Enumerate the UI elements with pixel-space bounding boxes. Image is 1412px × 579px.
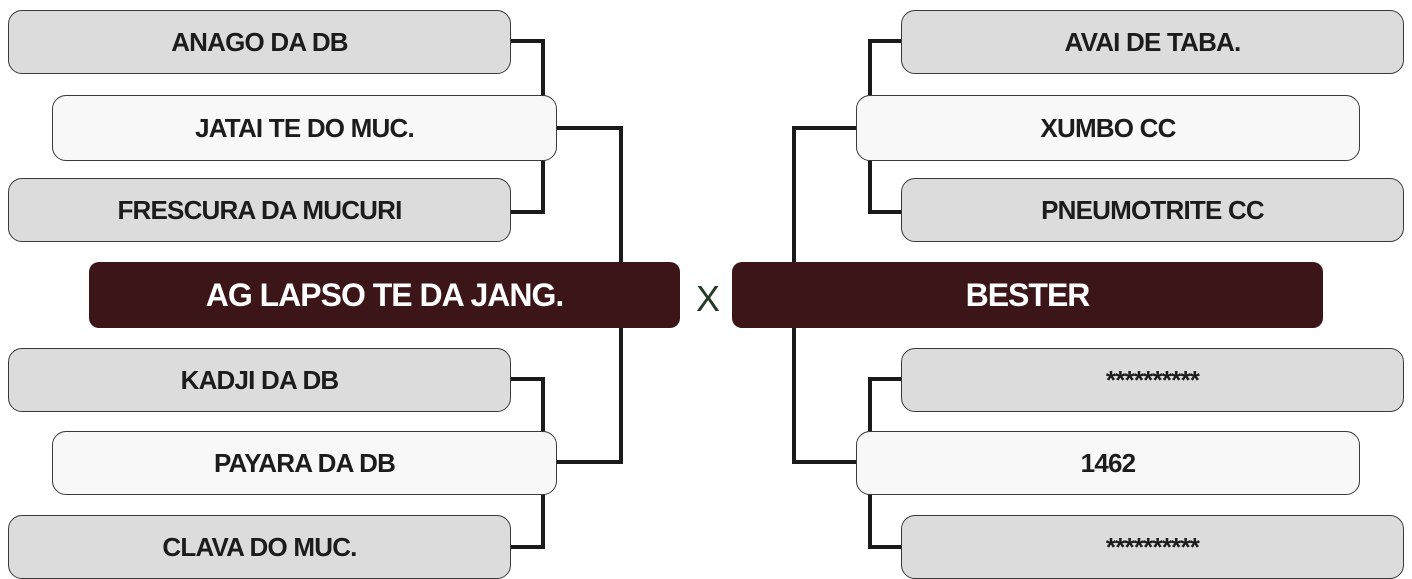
team-avai-de-taba: AVAI DE TABA. <box>901 10 1404 74</box>
finalist-left: AG LAPSO TE DA JANG. <box>89 262 680 328</box>
team-frescura-da-mucuri: FRESCURA DA MUCURI <box>8 178 511 242</box>
team-pneumotrite-cc: PNEUMOTRITE CC <box>901 178 1404 242</box>
finalist-right: BESTER <box>732 262 1323 328</box>
team-payara-da-db: PAYARA DA DB <box>52 431 557 495</box>
team-1462: 1462 <box>856 431 1360 495</box>
versus-label: X <box>695 278 720 319</box>
team-xumbo-cc: XUMBO CC <box>856 95 1360 161</box>
team-clava-do-muc: CLAVA DO MUC. <box>8 515 511 579</box>
team-masked-1: ********** <box>901 348 1404 412</box>
team-jatai-te-do-muc: JATAI TE DO MUC. <box>52 95 557 161</box>
team-masked-2: ********** <box>901 515 1404 579</box>
team-anago-da-db: ANAGO DA DB <box>8 10 511 74</box>
team-kadji-da-db: KADJI DA DB <box>8 348 511 412</box>
